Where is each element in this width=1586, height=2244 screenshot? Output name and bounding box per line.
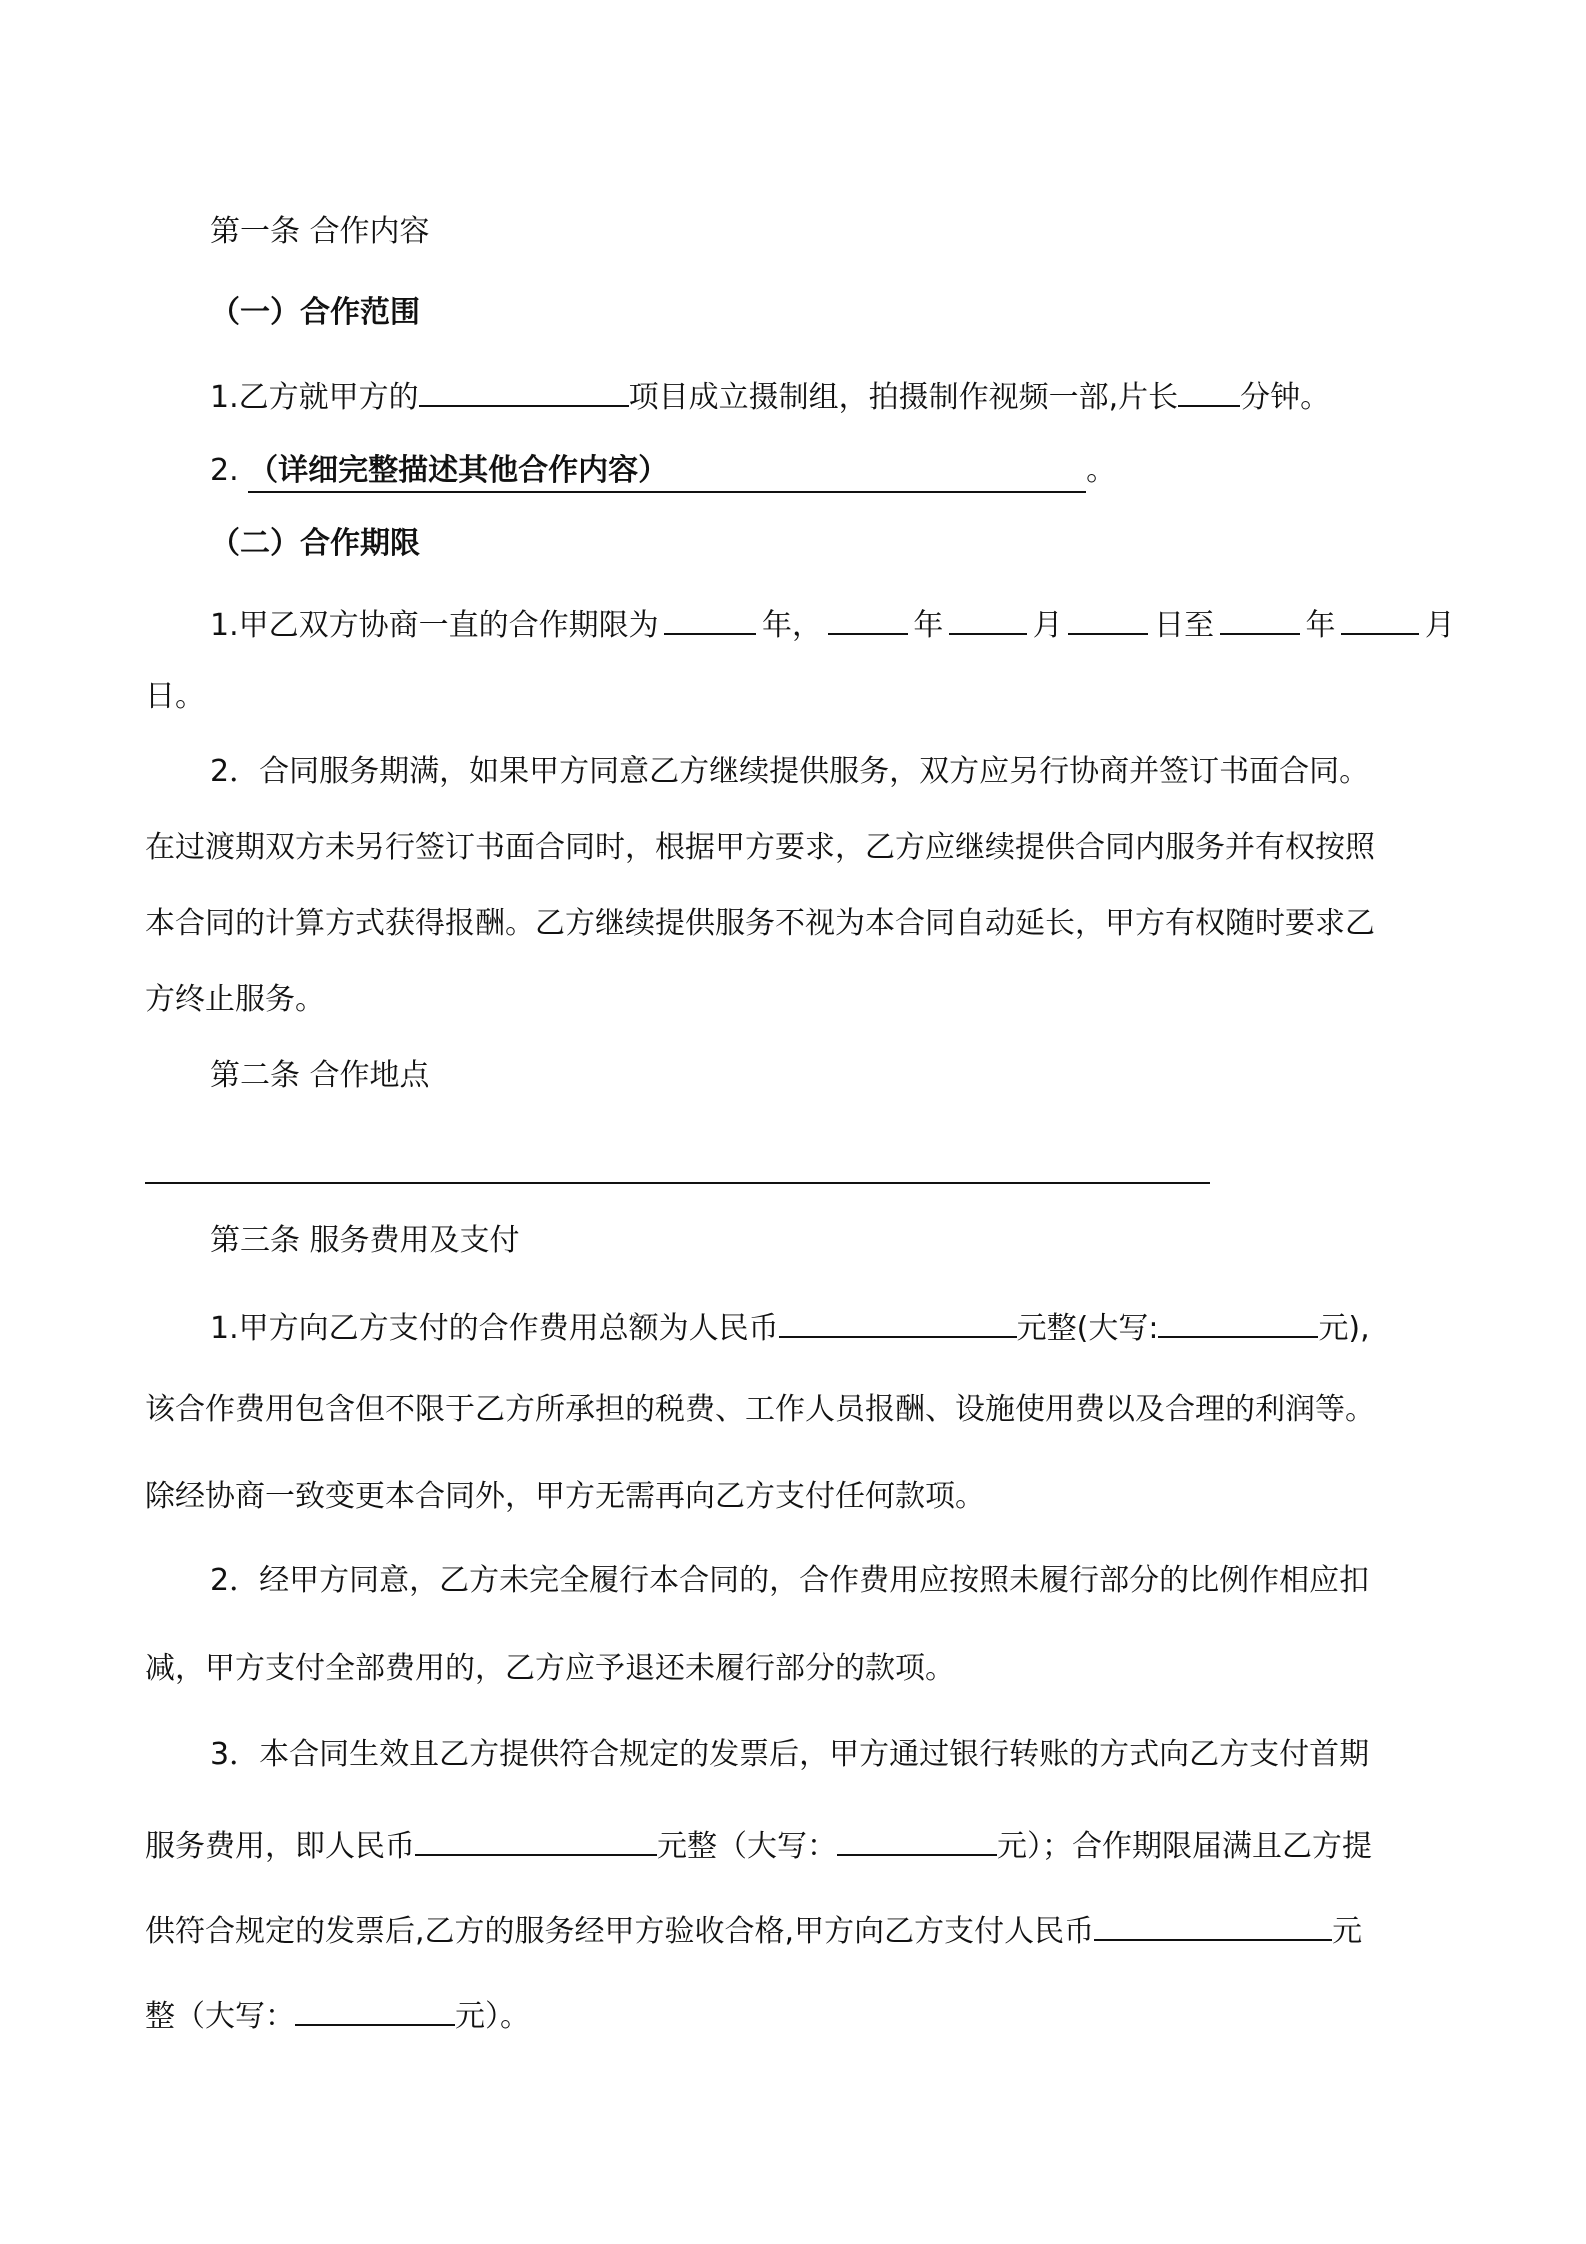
scope-item-1-mid: 项目成立摄制组，拍摄制作视频一部,片长	[628, 380, 1179, 415]
term-item-1-lead: 1.甲乙双方协商一直的合作期限为	[210, 608, 659, 643]
scope-item-1	[210, 373, 1330, 413]
final-payment-words-blank[interactable]	[295, 1992, 455, 2026]
scope-item-1-post: 分钟。	[1240, 380, 1331, 415]
term-item-2-text-1: 2．合同服务期满，如果甲方同意乙方继续提供服务，双方应另行协商并签订书面合同。	[210, 754, 1370, 789]
location-blank[interactable]	[145, 1182, 1210, 1184]
article-3-title: 第三条 服务费用及支付	[210, 1223, 520, 1258]
fee-item-1-words: 元整(大写:	[1016, 1311, 1159, 1346]
term-years-blank[interactable]	[664, 601, 756, 635]
fee-item-3-line-3-tail: 元	[1332, 1914, 1363, 1949]
fee-item-1-line-2: 该合作费用包含但不限于乙方所承担的税费、工作人员报酬、设施使用费以及合理的利润等。	[145, 1392, 1375, 1427]
scope-item-1-pre: 1.乙方就甲方的	[210, 380, 419, 415]
article-2-title: 第二条 合作地点	[210, 1058, 430, 1093]
term-item-2-line-3: 本合同的计算方式获得报酬。乙方继续提供服务不视为本合同自动延长，甲方有权随时要求乙	[145, 906, 1375, 941]
fee-item-3-line-2-tail: 元）；合作期限届满且乙方提	[997, 1829, 1372, 1864]
start-day-blank[interactable]	[1068, 601, 1148, 635]
fee-item-3-line-4	[145, 1992, 530, 2032]
fee-item-2-line-2: 减，甲方支付全部费用的，乙方应予退还未履行部分的款项。	[145, 1651, 955, 1686]
other-content-blank[interactable]	[248, 451, 1086, 493]
section-1-title: （一）合作范围	[210, 295, 420, 330]
fee-item-3-line-3	[145, 1907, 1362, 1947]
fee-item-2-line-1: 2．经甲方同意，乙方未完全履行本合同的，合作费用应按照未履行部分的比例作相应扣	[210, 1563, 1370, 1598]
fee-item-3-line-3-lead: 供符合规定的发票后,乙方的服务经甲方验收合格,甲方向乙方支付人民币	[145, 1914, 1095, 1949]
scope-item-2-num: 2.	[210, 453, 239, 488]
article-1-title: 第一条 合作内容	[210, 214, 430, 249]
first-payment-blank[interactable]	[415, 1822, 657, 1856]
term-item-1	[210, 601, 1455, 641]
scope-item-2	[210, 451, 1116, 491]
start-year-label: 年	[913, 608, 944, 643]
first-payment-words-blank[interactable]	[837, 1822, 997, 1856]
end-year-blank[interactable]	[1220, 601, 1300, 635]
fee-item-3-line-2-lead: 服务费用，即人民币	[145, 1829, 415, 1864]
duration-minutes-blank[interactable]	[1178, 373, 1240, 407]
term-item-1-tail: 日。	[145, 679, 205, 714]
fee-item-1	[210, 1304, 1370, 1344]
term-item-2-line-4: 方终止服务。	[145, 982, 325, 1017]
section-2-title: （二）合作期限	[210, 526, 420, 561]
start-month-label: 月	[1032, 608, 1063, 643]
scope-item-2-end: 。	[1086, 453, 1117, 488]
final-payment-blank[interactable]	[1094, 1907, 1332, 1941]
end-month-blank[interactable]	[1341, 601, 1419, 635]
term-item-2	[145, 752, 1455, 1020]
fee-item-3-line-2	[145, 1822, 1372, 1862]
fee-item-3-line-4-lead: 整（大写：	[145, 1999, 295, 2034]
fee-item-3-line-4-tail: 元）。	[455, 1999, 530, 2034]
term-year-label: 年，	[762, 608, 822, 643]
fee-item-3-line-1: 3．本合同生效且乙方提供符合规定的发票后，甲方通过银行转账的方式向乙方支付首期	[210, 1737, 1370, 1772]
total-fee-words-blank[interactable]	[1158, 1304, 1318, 1338]
fee-item-1-lead: 1.甲方向乙方支付的合作费用总额为人民币	[210, 1311, 779, 1346]
fee-item-3-words-label: 元整（大写：	[657, 1829, 837, 1864]
end-month-label: 月	[1424, 608, 1455, 643]
fee-item-1-end: 元),	[1318, 1311, 1370, 1346]
term-item-2-line-2: 在过渡期双方未另行签订书面合同时，根据甲方要求，乙方应继续提供合同内服务并有权按照	[145, 830, 1375, 865]
project-name-blank[interactable]	[419, 373, 629, 407]
fee-item-1-line-3: 除经协商一致变更本合同外，甲方无需再向乙方支付任何款项。	[145, 1479, 985, 1514]
end-year-label: 年	[1305, 608, 1336, 643]
start-day-to-label: 日至	[1154, 608, 1215, 643]
total-fee-blank[interactable]	[779, 1304, 1017, 1338]
term-item-2-line-1	[210, 752, 1455, 792]
start-year-blank[interactable]	[828, 601, 908, 635]
start-month-blank[interactable]	[949, 601, 1027, 635]
other-content-hint: （详细完整描述其他合作内容）	[248, 453, 669, 488]
